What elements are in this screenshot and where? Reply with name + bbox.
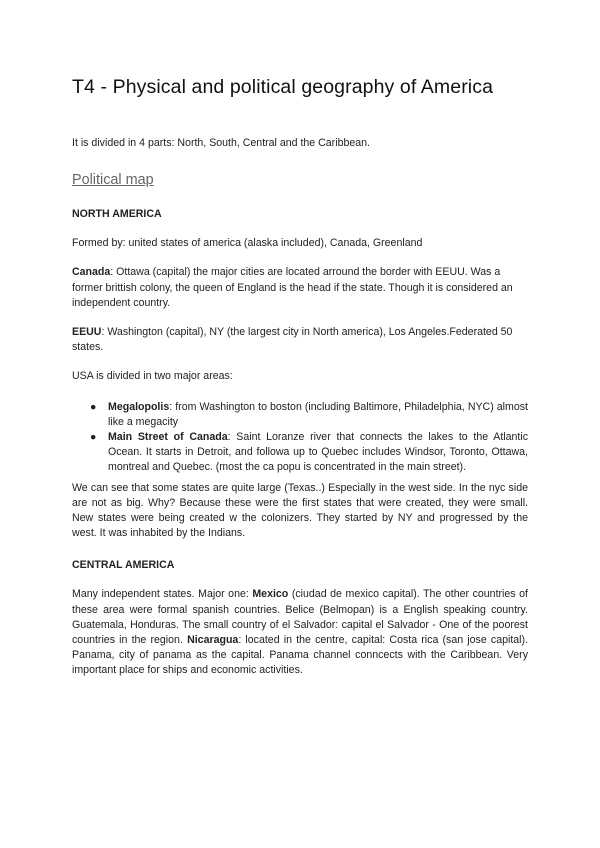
eeuu-text: : Washington (capital), NY (the largest city in North america), Los Angeles.Federated 50 states. bbox=[72, 326, 513, 354]
canada-paragraph bbox=[72, 265, 528, 311]
list-item bbox=[90, 400, 528, 430]
usa-divided-paragraph: USA is divided in two major areas: bbox=[72, 370, 233, 383]
main-street-text: : Saint Loranze river that connects the lakes to the Atlantic Ocean. It starts in Detroit, and followa up to Quebec includes Windsor, Toronto, Ottawa, montreal and Quebec. (most the ca popu is concentrated in the main street). bbox=[108, 431, 528, 474]
states-paragraph: We can see that some states are quite large (Texas..) Especially in the west side. In the nyc side are not as big. Why? Because these were the first states that were created, they were small. New states were being created w the colonizers. They started by NY and progressed by the west. It was inhabited by the Indians. bbox=[72, 481, 528, 540]
intro-paragraph: It is divided in 4 parts: North, South, Central and the Caribbean. bbox=[72, 137, 370, 149]
nicaragua-term: Nicaragua bbox=[187, 634, 239, 647]
megalopolis-text: : from Washington to boston (including Baltimore, Philadelphia, NYC) almost like a megacity bbox=[108, 400, 528, 428]
canada-text: : Ottawa (capital) the major cities are located arround the border with EEUU. Was a former brittish colony, the queen of England is the head if the state. Though it is considered an independent country. bbox=[72, 266, 513, 309]
central-text-part1: Many independent states. Major one: bbox=[72, 588, 253, 601]
bullet-icon: ● bbox=[90, 400, 97, 413]
section-title-political-map: Political map bbox=[72, 172, 154, 189]
central-text-part3: : located in the centre, capital: Costa rica (san jose capital). Panama, city of panama as the capital. Panama channel conncects with the Caribbean. Very important place for ships and economic activities. bbox=[72, 634, 529, 677]
central-america-paragraph bbox=[72, 587, 528, 678]
eeuu-paragraph bbox=[72, 325, 528, 355]
eeuu-term: EEUU bbox=[72, 326, 102, 339]
list-item bbox=[90, 430, 528, 476]
formed-by-paragraph: Formed by: united states of america (alaska included), Canada, Greenland bbox=[72, 237, 423, 250]
heading-north-america: NORTH AMERICA bbox=[72, 208, 162, 221]
bullet-icon: ● bbox=[90, 431, 97, 444]
page-title: T4 - Physical and political geography of America bbox=[72, 76, 494, 98]
heading-central-america: CENTRAL AMERICA bbox=[72, 559, 175, 572]
canada-term: Canada bbox=[72, 266, 111, 279]
main-street-term: Main Street of Canada bbox=[108, 431, 228, 444]
mexico-term: Mexico bbox=[252, 588, 289, 601]
central-text-part2: (ciudad de mexico capital). The other countries of these area were formal spanish countries. Belice (Belmopan) is a English speaking country. Guatemala, Honduras. The small country of el Salvador: capital el Salvador - One of the poorest countries in the region. bbox=[72, 588, 528, 647]
megalopolis-term: Megalopolis bbox=[108, 400, 170, 413]
usa-areas-list bbox=[72, 400, 528, 476]
